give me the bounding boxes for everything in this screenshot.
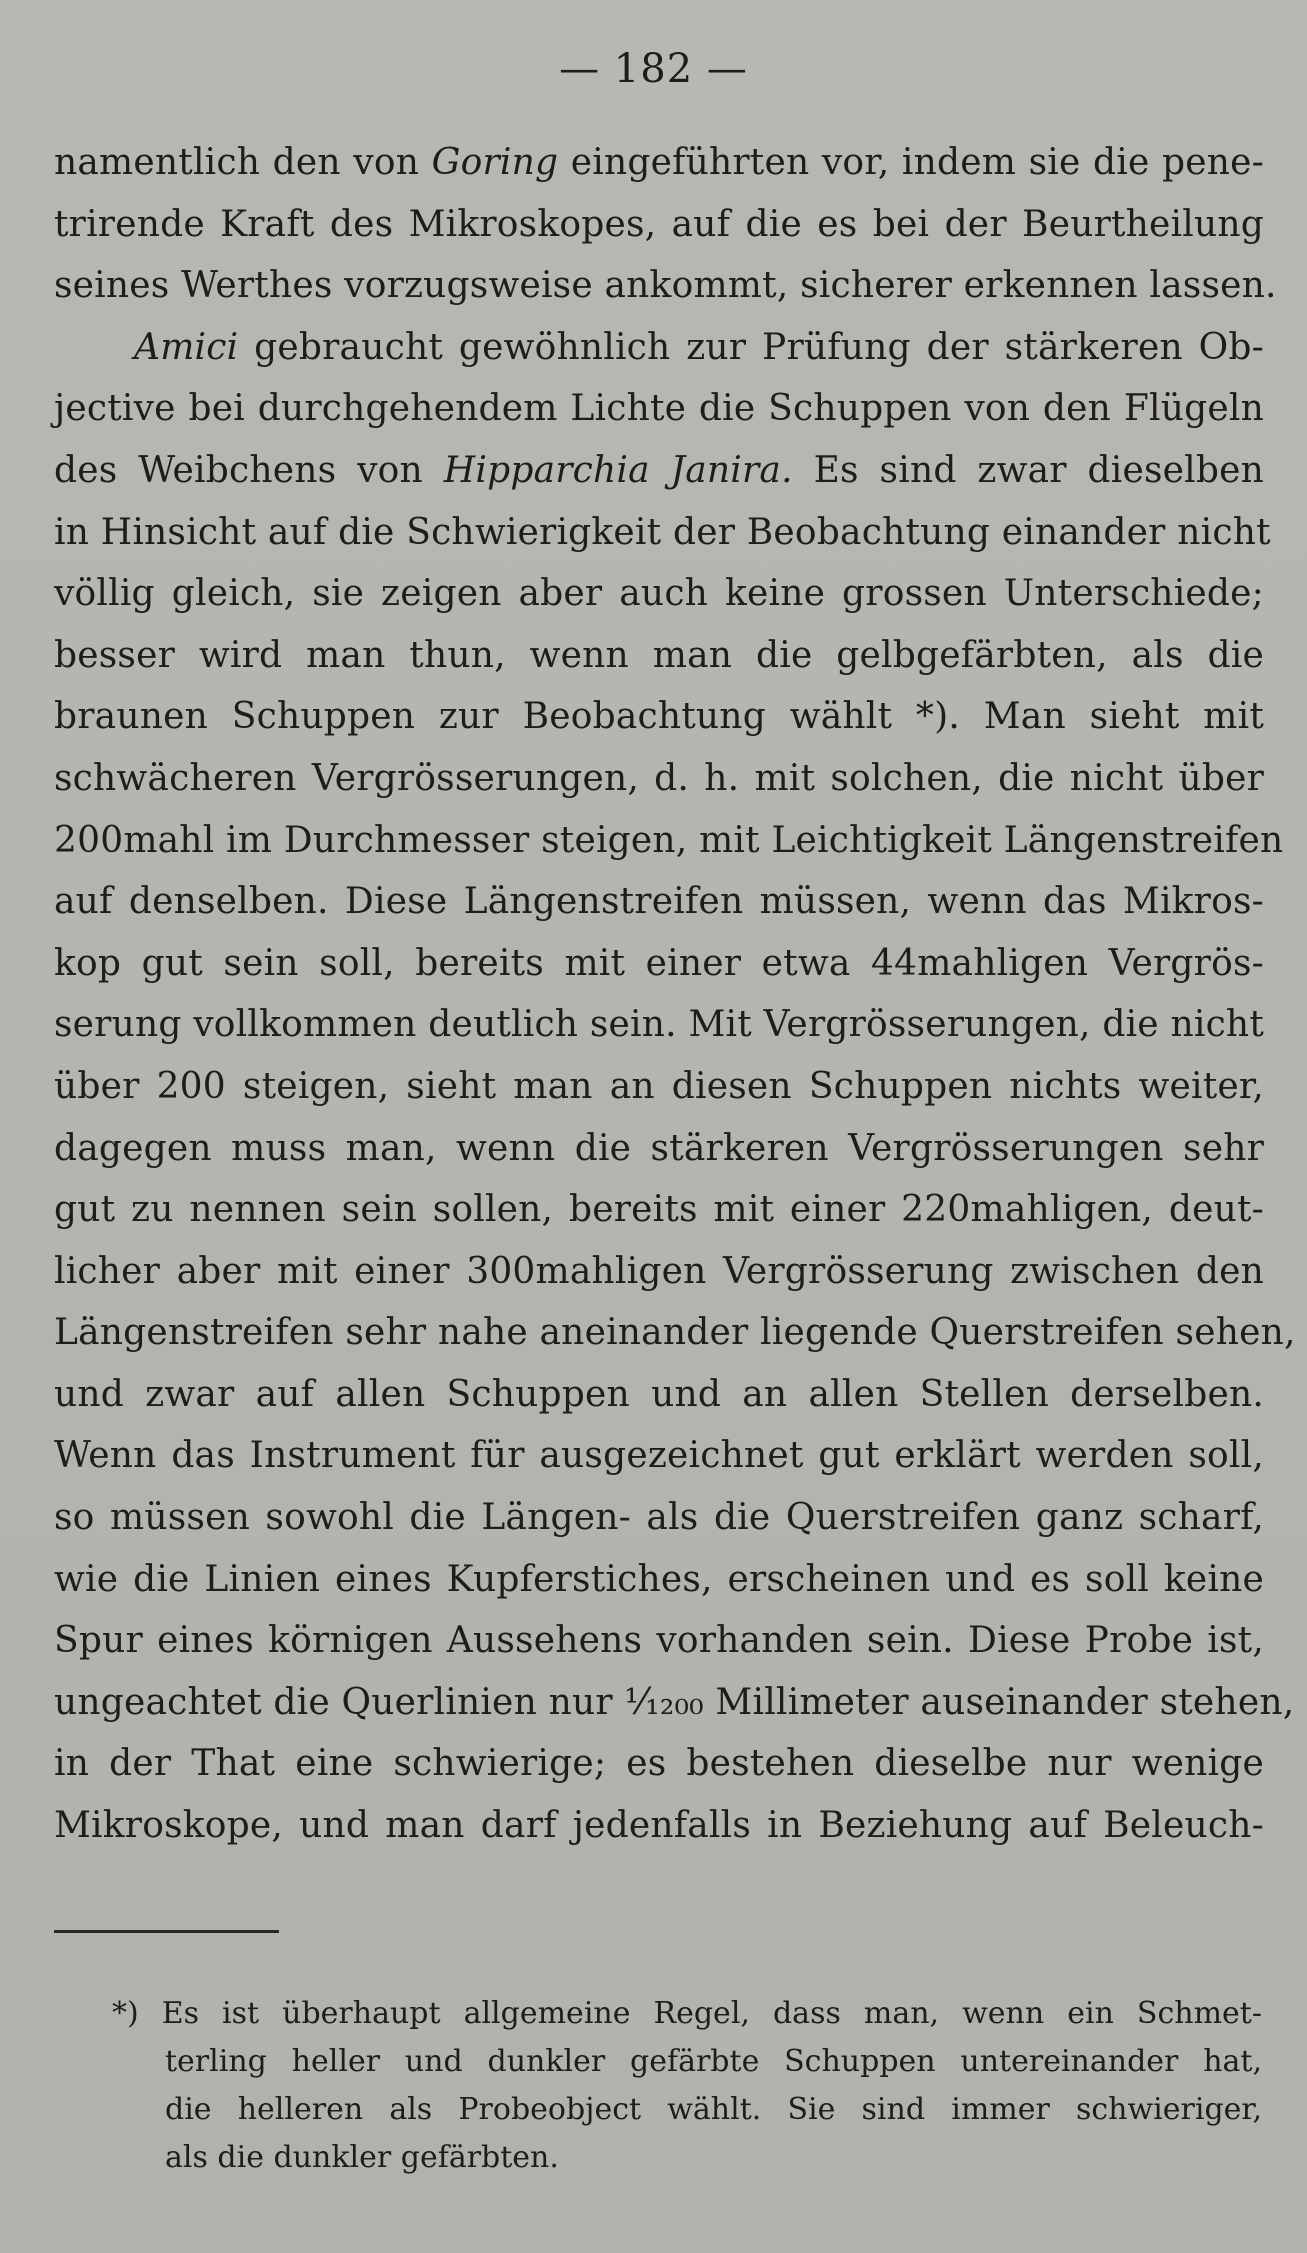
text-line: wie die Linien eines Kupferstiches, erscheinen und es soll keine <box>54 1558 1264 1600</box>
text-line: des Weibchens von Hipparchia Janira. Es sind zwar dieselben <box>54 449 1264 491</box>
text-line: in Hinsicht auf die Schwierigkeit der Beobachtung einander nicht <box>54 511 1271 553</box>
text-line: besser wird man thun, wenn man die gelbgefärbten, als die <box>54 634 1264 676</box>
footnote <box>112 1990 1262 2182</box>
footnote-line: die helleren als Probeobject wählt. Sie sind immer schwieriger, <box>165 2092 1262 2127</box>
text-line: so müssen sowohl die Längen- als die Querstreifen ganz scharf, <box>54 1497 1264 1539</box>
text-line: Längenstreifen sehr nahe aneinander liegende Querstreifen sehen, <box>54 1312 1296 1354</box>
text-line: serung vollkommen deutlich sein. Mit Vergrösserungen, die nicht <box>54 1004 1264 1046</box>
text-line: 200mahl im Durchmesser steigen, mit Leichtigkeit Längenstreifen <box>54 819 1284 861</box>
footnote-divider <box>54 1930 279 1933</box>
footnote-line: terling heller und dunkler gefärbte Schuppen untereinander hat, <box>165 2044 1262 2079</box>
paragraph-start-line: Amici gebraucht gewöhnlich zur Prüfung der stärkeren Ob- <box>134 326 1264 368</box>
text-line: trirende Kraft des Mikroskopes, auf die es bei der Beurtheilung <box>54 203 1264 245</box>
text-line: Spur eines körnigen Aussehens vorhanden sein. Diese Probe ist, <box>54 1620 1264 1662</box>
text-line: und zwar auf allen Schuppen und an allen Stellen derselben. <box>54 1373 1264 1415</box>
text-line: dagegen muss man, wenn die stärkeren Vergrösserungen sehr <box>54 1127 1264 1169</box>
text-line: licher aber mit einer 300mahligen Vergrösserung zwischen den <box>54 1250 1264 1292</box>
text-line: kop gut sein soll, bereits mit einer etwa 44mahligen Vergrös- <box>54 942 1264 984</box>
text-line: auf denselben. Diese Längenstreifen müssen, wenn das Mikros- <box>54 881 1264 923</box>
text-line: schwächeren Vergrösserungen, d. h. mit solchen, die nicht über <box>54 757 1264 799</box>
footnote-line: *) Es ist überhaupt allgemeine Regel, dass man, wenn ein Schmet- <box>112 1996 1262 2031</box>
text-line: seines Werthes vorzugsweise ankommt, sicherer erkennen lassen. <box>54 265 1277 307</box>
text-line: in der That eine schwierige; es bestehen dieselbe nur wenige <box>54 1743 1264 1785</box>
text-line: braunen Schuppen zur Beobachtung wählt *). Man sieht mit <box>54 696 1264 738</box>
page-number: — 182 — <box>559 46 748 92</box>
text-line: völlig gleich, sie zeigen aber auch keine grossen Unterschiede; <box>54 573 1264 615</box>
footnote-line: als die dunkler gefärbten. <box>165 2140 559 2175</box>
main-text <box>54 132 1296 1857</box>
text-line: ungeachtet die Querlinien nur ¹⁄₁₂₀₀ Millimeter auseinander stehen, <box>54 1681 1295 1723</box>
text-line: gut zu nennen sein sollen, bereits mit einer 220mahligen, deut- <box>54 1189 1264 1231</box>
text-line: jective bei durchgehendem Lichte die Schuppen von den Flügeln <box>54 388 1264 430</box>
text-line: Mikroskope, und man darf jedenfalls in Beziehung auf Beleuch- <box>54 1805 1264 1847</box>
text-line: über 200 steigen, sieht man an diesen Schuppen nichts weiter, <box>54 1065 1264 1107</box>
text-line: namentlich den von Goring eingeführten vor, indem sie die pene- <box>54 142 1265 183</box>
text-line: Wenn das Instrument für ausgezeichnet gut erklärt werden soll, <box>54 1435 1264 1477</box>
